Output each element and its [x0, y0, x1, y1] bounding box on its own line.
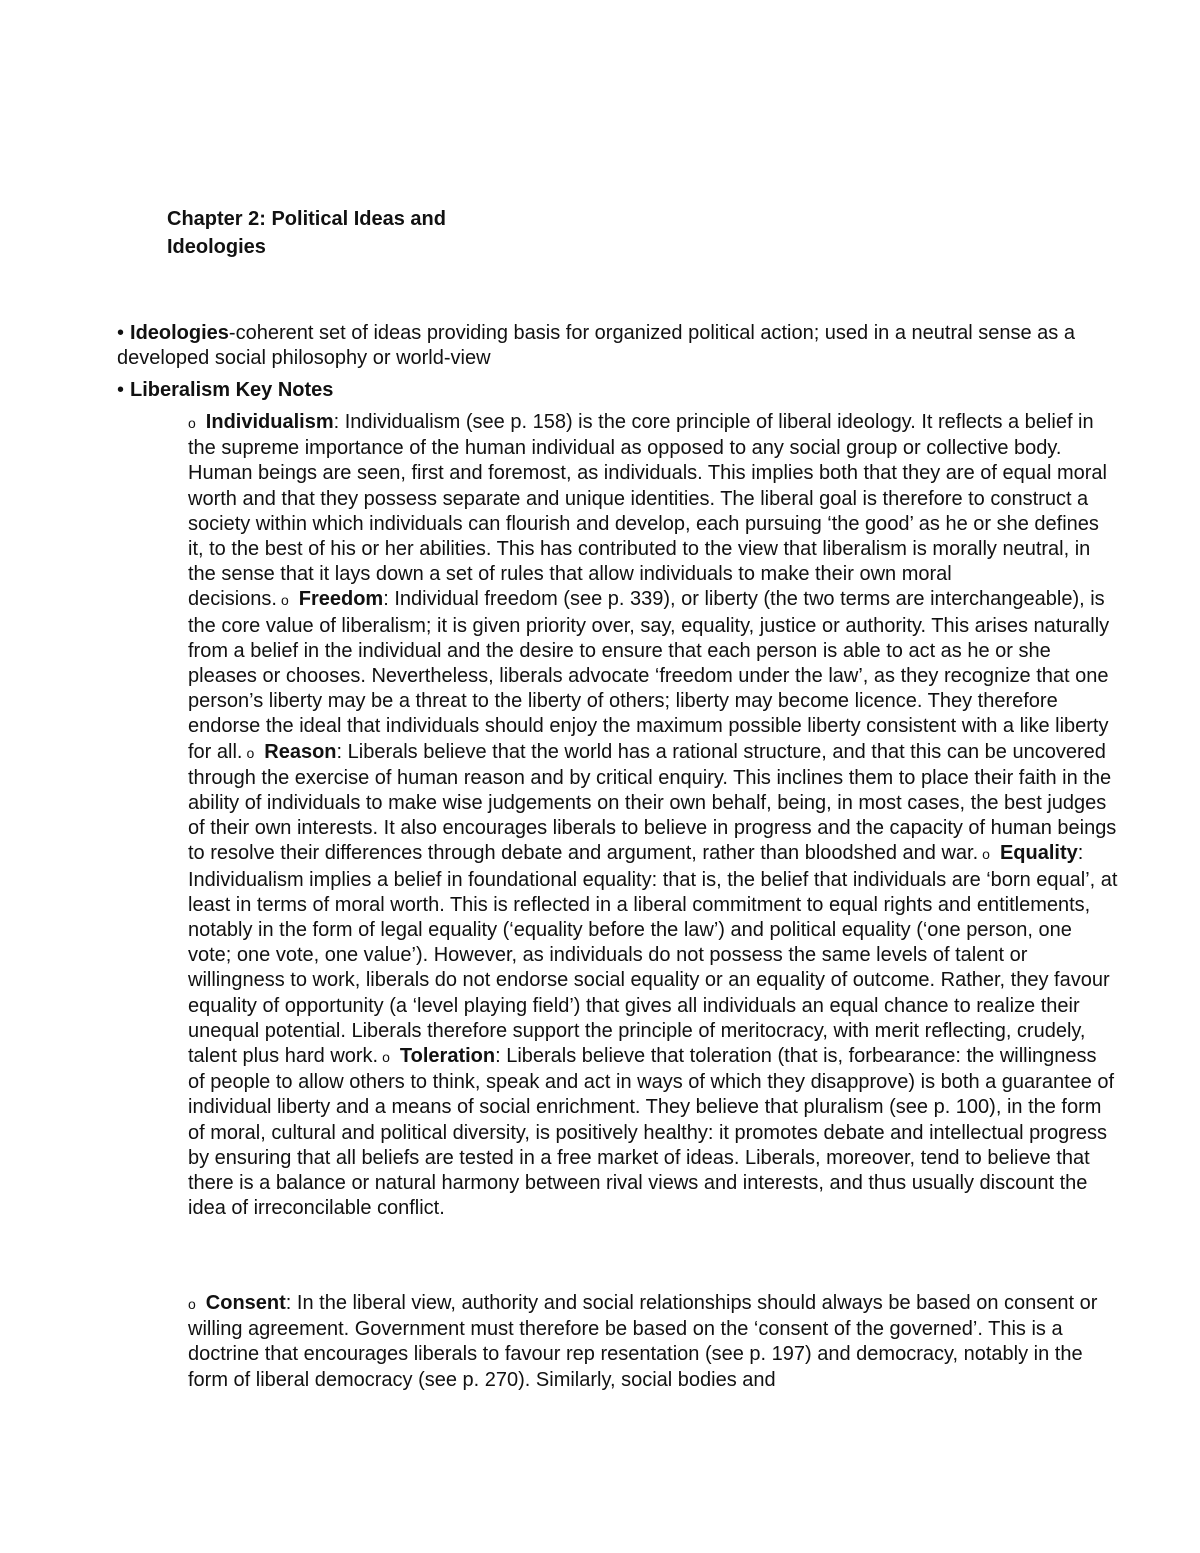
chapter-title-line-1: Chapter 2: Political Ideas and: [167, 208, 446, 230]
point-text-equality: : Individualism implies a belief in foundational equality: that is, the belief that individuals are ‘born equal’, at least in terms of moral worth. This is reflected in a liberal commitment to equal rights and entitlements, notably in the form of legal equality (‘equality before the law’) and political equality (‘one person, one vote; one vote, one value’). However, as individuals do not possess the same levels of talent or willingness to work, liberals do not endorse social equality or an equality of outcome. Rather, they favour equality of opportunity (a ‘level playing field’) that gives all individuals an equal chance to realize their unequal potential. Liberals therefore support the principle of meritocracy, with merit reflecting, crudely, talent plus hard work.: [188, 842, 1118, 1068]
ideologies-definition: -coherent set of ideas providing basis for organized political action; used in a neutral sense as a developed social philosophy or world-view: [117, 322, 1075, 369]
point-term-toleration: Toleration: [399, 1045, 496, 1068]
point-text-individualism: : Individualism (see p. 158) is the core principle of liberal ideology. It reflects a belief in the supreme importance of the human individual as opposed to any social group or collective body. Human beings are seen, first and foremost, as individuals. This implies both that they are of equal moral worth and that they possess separate and unique identities. The liberal goal is therefore to construct a society within which individuals can flourish and develop, each pursuing ‘the good’ as he or she defines it, to the best of his or her abilities. This has contributed to the view that liberalism is morally neutral, in the sense that it lays down a set of rules that allow individuals to make their own moral decisions.: [188, 411, 1107, 611]
bullet-icon: •: [117, 322, 125, 344]
point-term-reason: Reason: [264, 740, 337, 763]
sub-bullet-icon: o: [280, 592, 289, 609]
liberalism-heading: Liberalism Key Notes: [130, 379, 334, 401]
point-term-individualism: Individualism: [205, 411, 334, 433]
liberalism-key-notes-paragraph: [188, 410, 1118, 1222]
point-text-reason: : Liberals believe that the world has a rational structure, and that this can be uncovered through the exercise of human reason and by critical enquiry. This inclines them to place their faith in the ability of individuals to make wise judgements on their own behalf, being, in most cases, the best judges of their own interests. It also encourages liberals to believe in progress and the capacity of human beings to resolve their differences through debate and argument, rather than bloodshed and war.: [188, 740, 1117, 865]
sub-bullet-icon: o: [246, 744, 255, 761]
ideologies-term: Ideologies: [130, 322, 229, 344]
sub-bullet-icon: o: [188, 1296, 196, 1312]
point-text-toleration: : Liberals believe that toleration (that is, forbearance: the willingness of people to allow others to think, speak and act in ways of which they disapprove) is both a guarantee of individual liberty and a means of social enrichment. They believe that pluralism (see p. 100), in the form of moral, cultural and political diversity, is positively healthy: it promotes debate and intellectual progress by ensuring that all beliefs are tested in a free market of ideas. Liberals, moreover, tend to believe that there is a balance or natural harmony between rival views and interests, and thus usually discount the idea of irreconcilable conflict.: [188, 1045, 1115, 1220]
point-text-consent: : In the liberal view, authority and social relationships should always be based on consent or willing agreement. Government must therefore be based on the ‘consent of the governed’. This is a doctrine that encourages liberals to favour rep resentation (see p. 197) and democracy, notably in the form of liberal democracy (see p. 270). Similarly, social bodies and: [188, 1292, 1098, 1391]
chapter-title: [167, 205, 507, 261]
ideologies-bullet: [117, 321, 1107, 371]
sub-bullet-icon: o: [382, 1049, 390, 1066]
point-term-consent: Consent: [205, 1292, 286, 1314]
consent-paragraph: [188, 1291, 1118, 1393]
point-term-equality: Equality: [999, 842, 1078, 865]
liberalism-bullet: [117, 378, 1107, 403]
sub-bullet-icon: o: [982, 846, 990, 863]
point-text-freedom: : Individual freedom (see p. 339), or liberty (the two terms are interchangeable), is the core value of liberalism; it is given priority over, say, equality, justice or authority. This arises naturally from a belief in the individual and the desire to ensure that each person is able to act as he or she pleases or chooses. Nevertheless, liberals advocate ‘freedom under the law’, as they recognize that one person’s liberty may be a threat to the liberty of others; liberty may become licence. They therefore endorse the ideal that individuals should enjoy the maximum possible liberty consistent with a like liberty for all.: [188, 588, 1110, 763]
point-term-freedom: Freedom: [298, 588, 384, 611]
chapter-title-line-2: Ideologies: [167, 236, 266, 258]
sub-bullet-icon: o: [188, 415, 196, 431]
bullet-icon: •: [117, 379, 125, 401]
